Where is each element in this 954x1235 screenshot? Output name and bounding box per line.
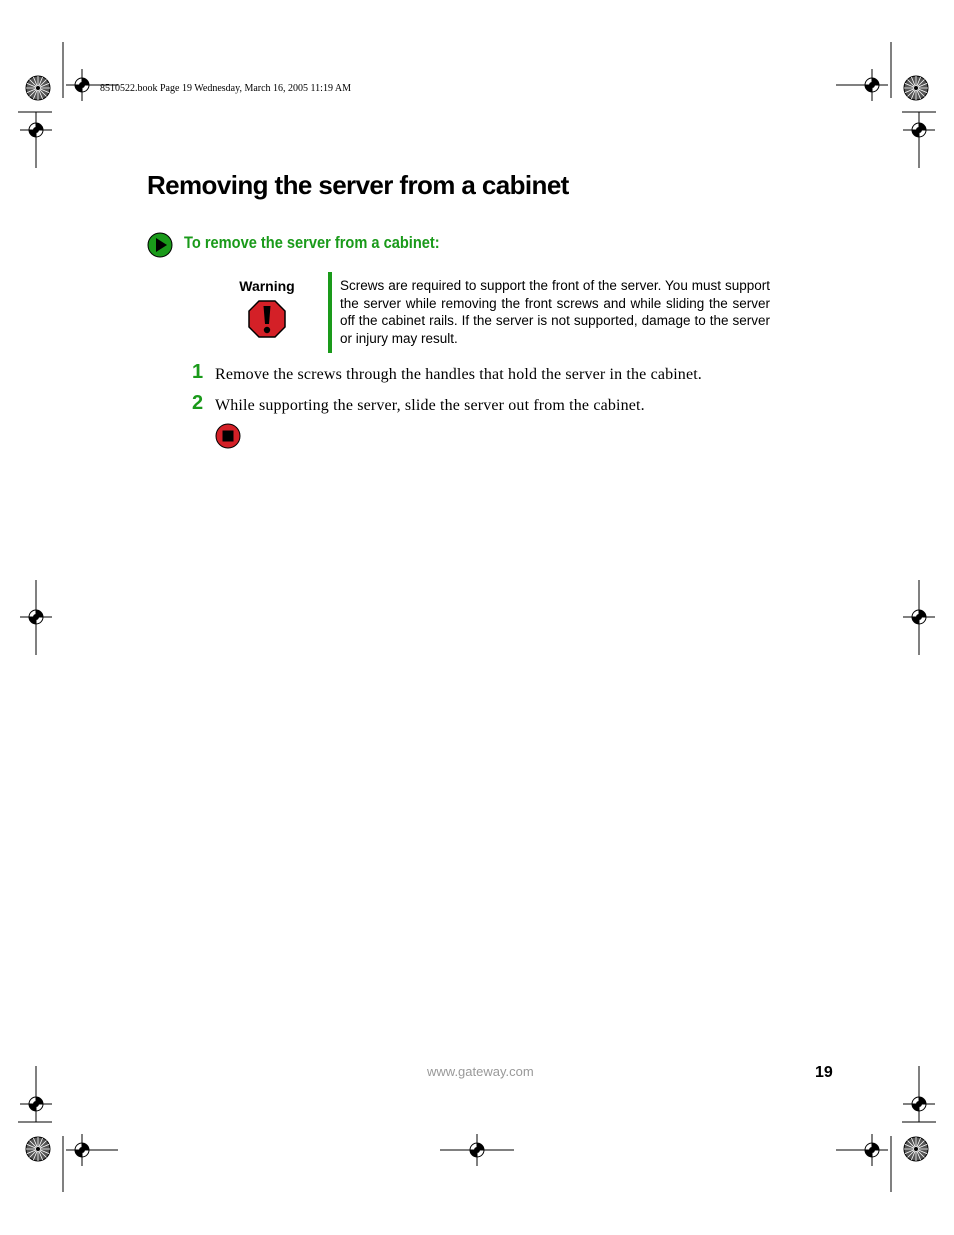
red-octagon-exclamation-icon [248,300,286,338]
printer-slug-line: 8510522.book Page 19 Wednesday, March 16, 2005 11:19 AM [100,83,352,94]
procedure-heading: To remove the server from a cabinet: [184,233,440,252]
step-text: While supporting the server, slide the server out from the cabinet. [215,397,645,414]
page-title: Removing the server from a cabinet [147,170,569,200]
warning-divider [328,272,332,353]
red-stop-icon [215,423,241,449]
warning-text: Screws are required to support the front of the server. You must support the server while removing the front screws and while sliding the server off the cabinet rails. If the server is not supported, damage to the server or injury may result. [340,278,770,346]
step-number: 2 [192,392,204,414]
green-play-arrow-icon [147,232,173,258]
footer-url: www.gateway.com [427,1064,534,1079]
step-text: Remove the screws through the handles that hold the server in the cabinet. [215,366,702,383]
warning-label: Warning [239,278,295,294]
step-number: 1 [192,361,204,383]
page-number: 19 [815,1064,833,1081]
